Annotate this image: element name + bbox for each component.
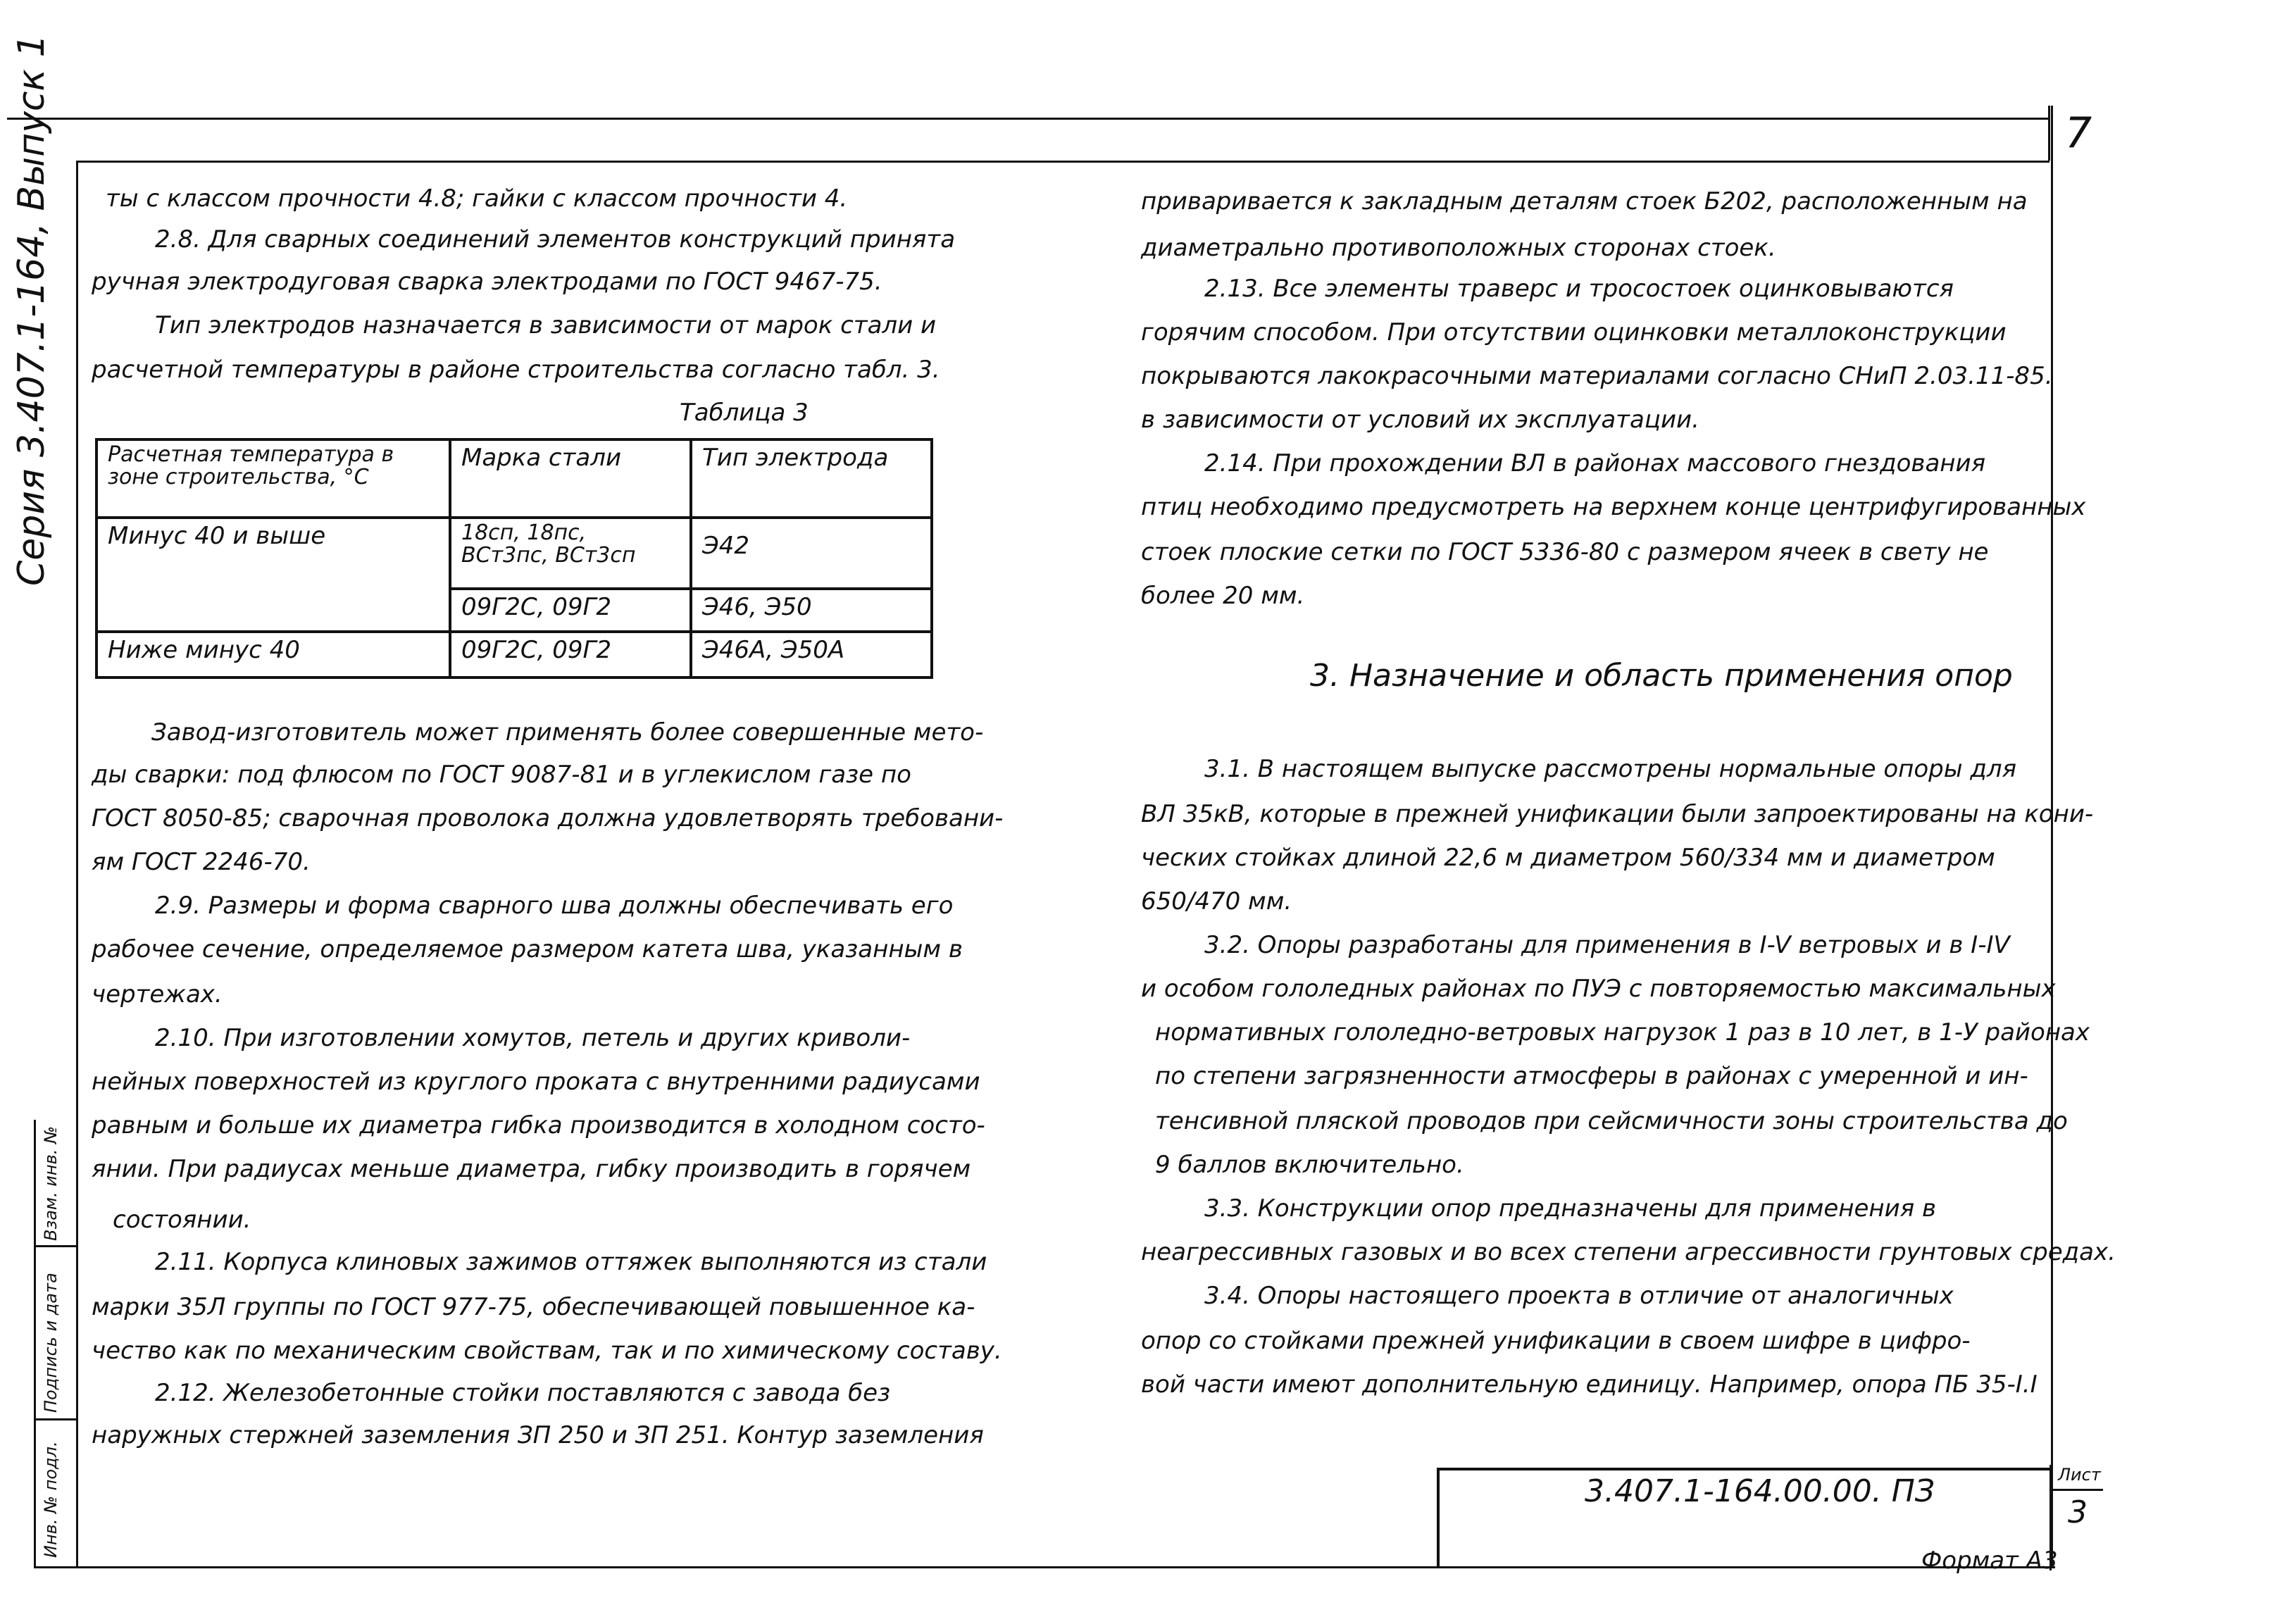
right-after-3: ческих стойках длиной 22,6 м диаметром 560/334 мм и диаметром: [1141, 844, 1995, 872]
table-row-1-steel-line-2: ВСт3пс, ВСт3сп: [461, 543, 636, 568]
left-after-3: ГОСТ 8050-85; сварочная проволока должна удовлетворять требовани-: [92, 804, 1004, 832]
sheet-number: 3: [2068, 1494, 2088, 1530]
table-header-steel: Марка стали: [450, 439, 691, 518]
right-line-6: в зависимости от условий их эксплуатации.: [1141, 406, 1699, 434]
right-line-10: более 20 мм.: [1141, 582, 1305, 610]
left-after-7: чертежах.: [92, 980, 223, 1008]
right-after-2: ВЛ 35кВ, которые в прежней унификации были запроектированы на кони-: [1141, 800, 2094, 828]
table-row-1-temperature: Минус 40 и выше: [96, 518, 450, 631]
table-header-temperature: Расчетная температура в зоне строительства, °С: [96, 439, 450, 518]
bottom-border: [34, 1566, 2055, 1568]
table-header-electrode: Тип электрода: [691, 439, 932, 518]
title-block-left: [1437, 1468, 1440, 1568]
table-row-2-electrode: Э46, Э50: [691, 589, 932, 632]
table-row-3-temperature: Ниже минус 40: [96, 632, 450, 677]
right-after-11: 3.3. Конструкции опор предназначены для применения в: [1204, 1194, 1937, 1223]
sheet-label: Лист: [2058, 1465, 2101, 1485]
table-row-1-steel-line-1: 18сп, 18пс,: [461, 520, 587, 546]
right-border: [2051, 106, 2053, 1568]
stamp-label-signature: Подпись и дата: [41, 1273, 61, 1413]
left-after-10: равным и больше их диаметра гибка производится в холодном состо-: [92, 1111, 985, 1139]
left-after-15: чество как по механическим свойствам, так и по химическому составу.: [92, 1337, 1002, 1365]
right-after-13: 3.4. Опоры настоящего проекта в отличие от аналогичных: [1204, 1282, 1954, 1310]
left-line-4: Тип электродов назначается в зависимости от марок стали и: [155, 311, 937, 339]
left-after-4: ям ГОСТ 2246-70.: [92, 848, 311, 876]
top-border-line: [7, 118, 2049, 120]
right-after-8: по степени загрязненности атмосферы в районах с умеренной и ин-: [1155, 1062, 2028, 1090]
right-line-7: 2.14. При прохождении ВЛ в районах массового гнездования: [1204, 449, 1986, 477]
table-row-1-steel: [450, 518, 691, 588]
right-line-9: стоек плоские сетки по ГОСТ 5336-80 с размером ячеек в свету не: [1141, 538, 1989, 566]
left-after-9: нейных поверхностей из круглого проката с внутренними радиусами: [92, 1068, 980, 1096]
left-after-2: ды сварки: под флюсом по ГОСТ 9087-81 и в углекислом газе по: [92, 761, 911, 789]
electrode-table: [95, 438, 933, 679]
right-after-9: тенсивной пляской проводов при сейсмичности зоны строительства до: [1155, 1107, 2068, 1135]
left-after-12: состоянии.: [113, 1206, 251, 1234]
left-line-3: ручная электродуговая сварка электродами по ГОСТ 9467-75.: [92, 268, 882, 296]
left-border: [76, 161, 78, 1568]
stamp-strip-line: [34, 1120, 36, 1568]
inner-top-border: [77, 161, 2049, 163]
format-label: Формат А3: [1921, 1547, 2058, 1575]
right-line-4: горячим способом. При отсутствии оцинковки металлоконструкции: [1141, 318, 2007, 346]
table-row-2-steel: 09Г2С, 09Г2: [450, 589, 691, 632]
stamp-cell-divider-1: [34, 1245, 77, 1247]
right-after-12: неагрессивных газовых и во всех степени агрессивности грунтовых средах.: [1141, 1238, 2116, 1266]
left-after-14: марки 35Л группы по ГОСТ 977-75, обеспечивающей повышенное ка-: [92, 1293, 975, 1321]
table-row-3-steel: 09Г2С, 09Г2: [450, 632, 691, 677]
left-line-2: 2.8. Для сварных соединений элементов конструкций принята: [155, 225, 956, 254]
table-row-3-electrode: Э46А, Э50А: [691, 632, 932, 677]
right-line-3: 2.13. Все элементы траверс и тросостоек оцинковываются: [1204, 275, 1954, 303]
right-line-5: покрываются лакокрасочными материалами согласно СНиП 2.03.11-85.: [1141, 362, 2053, 390]
stamp-label-inventory: Инв. № подл.: [41, 1441, 61, 1558]
left-after-13: 2.11. Корпуса клиновых зажимов оттяжек выполняются из стали: [155, 1248, 987, 1276]
left-after-6: рабочее сечение, определяемое размером катета шва, указанным в: [92, 935, 963, 963]
right-after-6: и особом гололедных районах по ПУЭ с повторяемостью максимальных: [1141, 975, 2056, 1003]
right-line-1: приваривается к закладным деталям стоек Б202, расположенным на: [1141, 187, 2028, 216]
left-after-11: янии. При радиусах меньше диаметра, гибку производить в горячем: [92, 1155, 971, 1183]
left-after-16: 2.12. Железобетонные стойки поставляются с завода без: [155, 1379, 891, 1407]
section-heading: 3. Назначение и область применения опор: [1310, 658, 2013, 694]
stamp-label-replacement: Взам. инв. №: [41, 1126, 61, 1241]
left-line-5: расчетной температуры в районе строительства согласно табл. 3.: [92, 356, 940, 384]
sheet-cell-line: [2051, 1489, 2103, 1491]
right-after-15: вой части имеют дополнительную единицу. Например, опора ПБ 35-I.I: [1141, 1370, 2038, 1399]
document-designation: 3.407.1-164.00.00. ПЗ: [1585, 1473, 1935, 1509]
left-after-8: 2.10. При изготовлении хомутов, петель и других криволи-: [155, 1024, 911, 1052]
right-after-10: 9 баллов включительно.: [1155, 1151, 1464, 1179]
left-after-5: 2.9. Размеры и форма сварного шва должны обеспечивать его: [155, 892, 954, 920]
right-after-4: 650/470 мм.: [1141, 887, 1292, 916]
page-number-box-left: [2048, 106, 2050, 161]
right-line-8: птиц необходимо предусмотреть на верхнем конце центрифугированных: [1141, 493, 2086, 521]
left-after-1: Завод-изготовитель может применять более совершенные мето-: [151, 718, 984, 747]
right-after-1: 3.1. В настоящем выпуске рассмотрены нормальные опоры для: [1204, 755, 2017, 783]
series-label: Серия 3.407.1-164, Выпуск 1: [11, 34, 53, 586]
left-after-17: наружных стержней заземления ЗП 250 и ЗП 251. Контур заземления: [92, 1421, 984, 1449]
right-after-14: опор со стойками прежней унификации в своем шифре в цифро-: [1141, 1327, 1971, 1355]
right-after-7: нормативных гололедно-ветровых нагрузок 1 раз в 10 лет, в 1-У районах: [1155, 1018, 2090, 1047]
title-block-top: [1437, 1468, 2051, 1470]
table-row-1-electrode: Э42: [691, 518, 932, 588]
stamp-cell-divider-2: [34, 1418, 77, 1420]
table-title: Таблица 3: [680, 399, 809, 427]
left-line-1: ты с классом прочности 4.8; гайки с классом прочности 4.: [106, 185, 848, 213]
right-after-5: 3.2. Опоры разработаны для применения в I-V ветровых и в I-IV: [1204, 931, 2010, 959]
page-number: 7: [2065, 108, 2092, 158]
right-line-2: диаметрально противоположных сторонах стоек.: [1141, 234, 1776, 262]
